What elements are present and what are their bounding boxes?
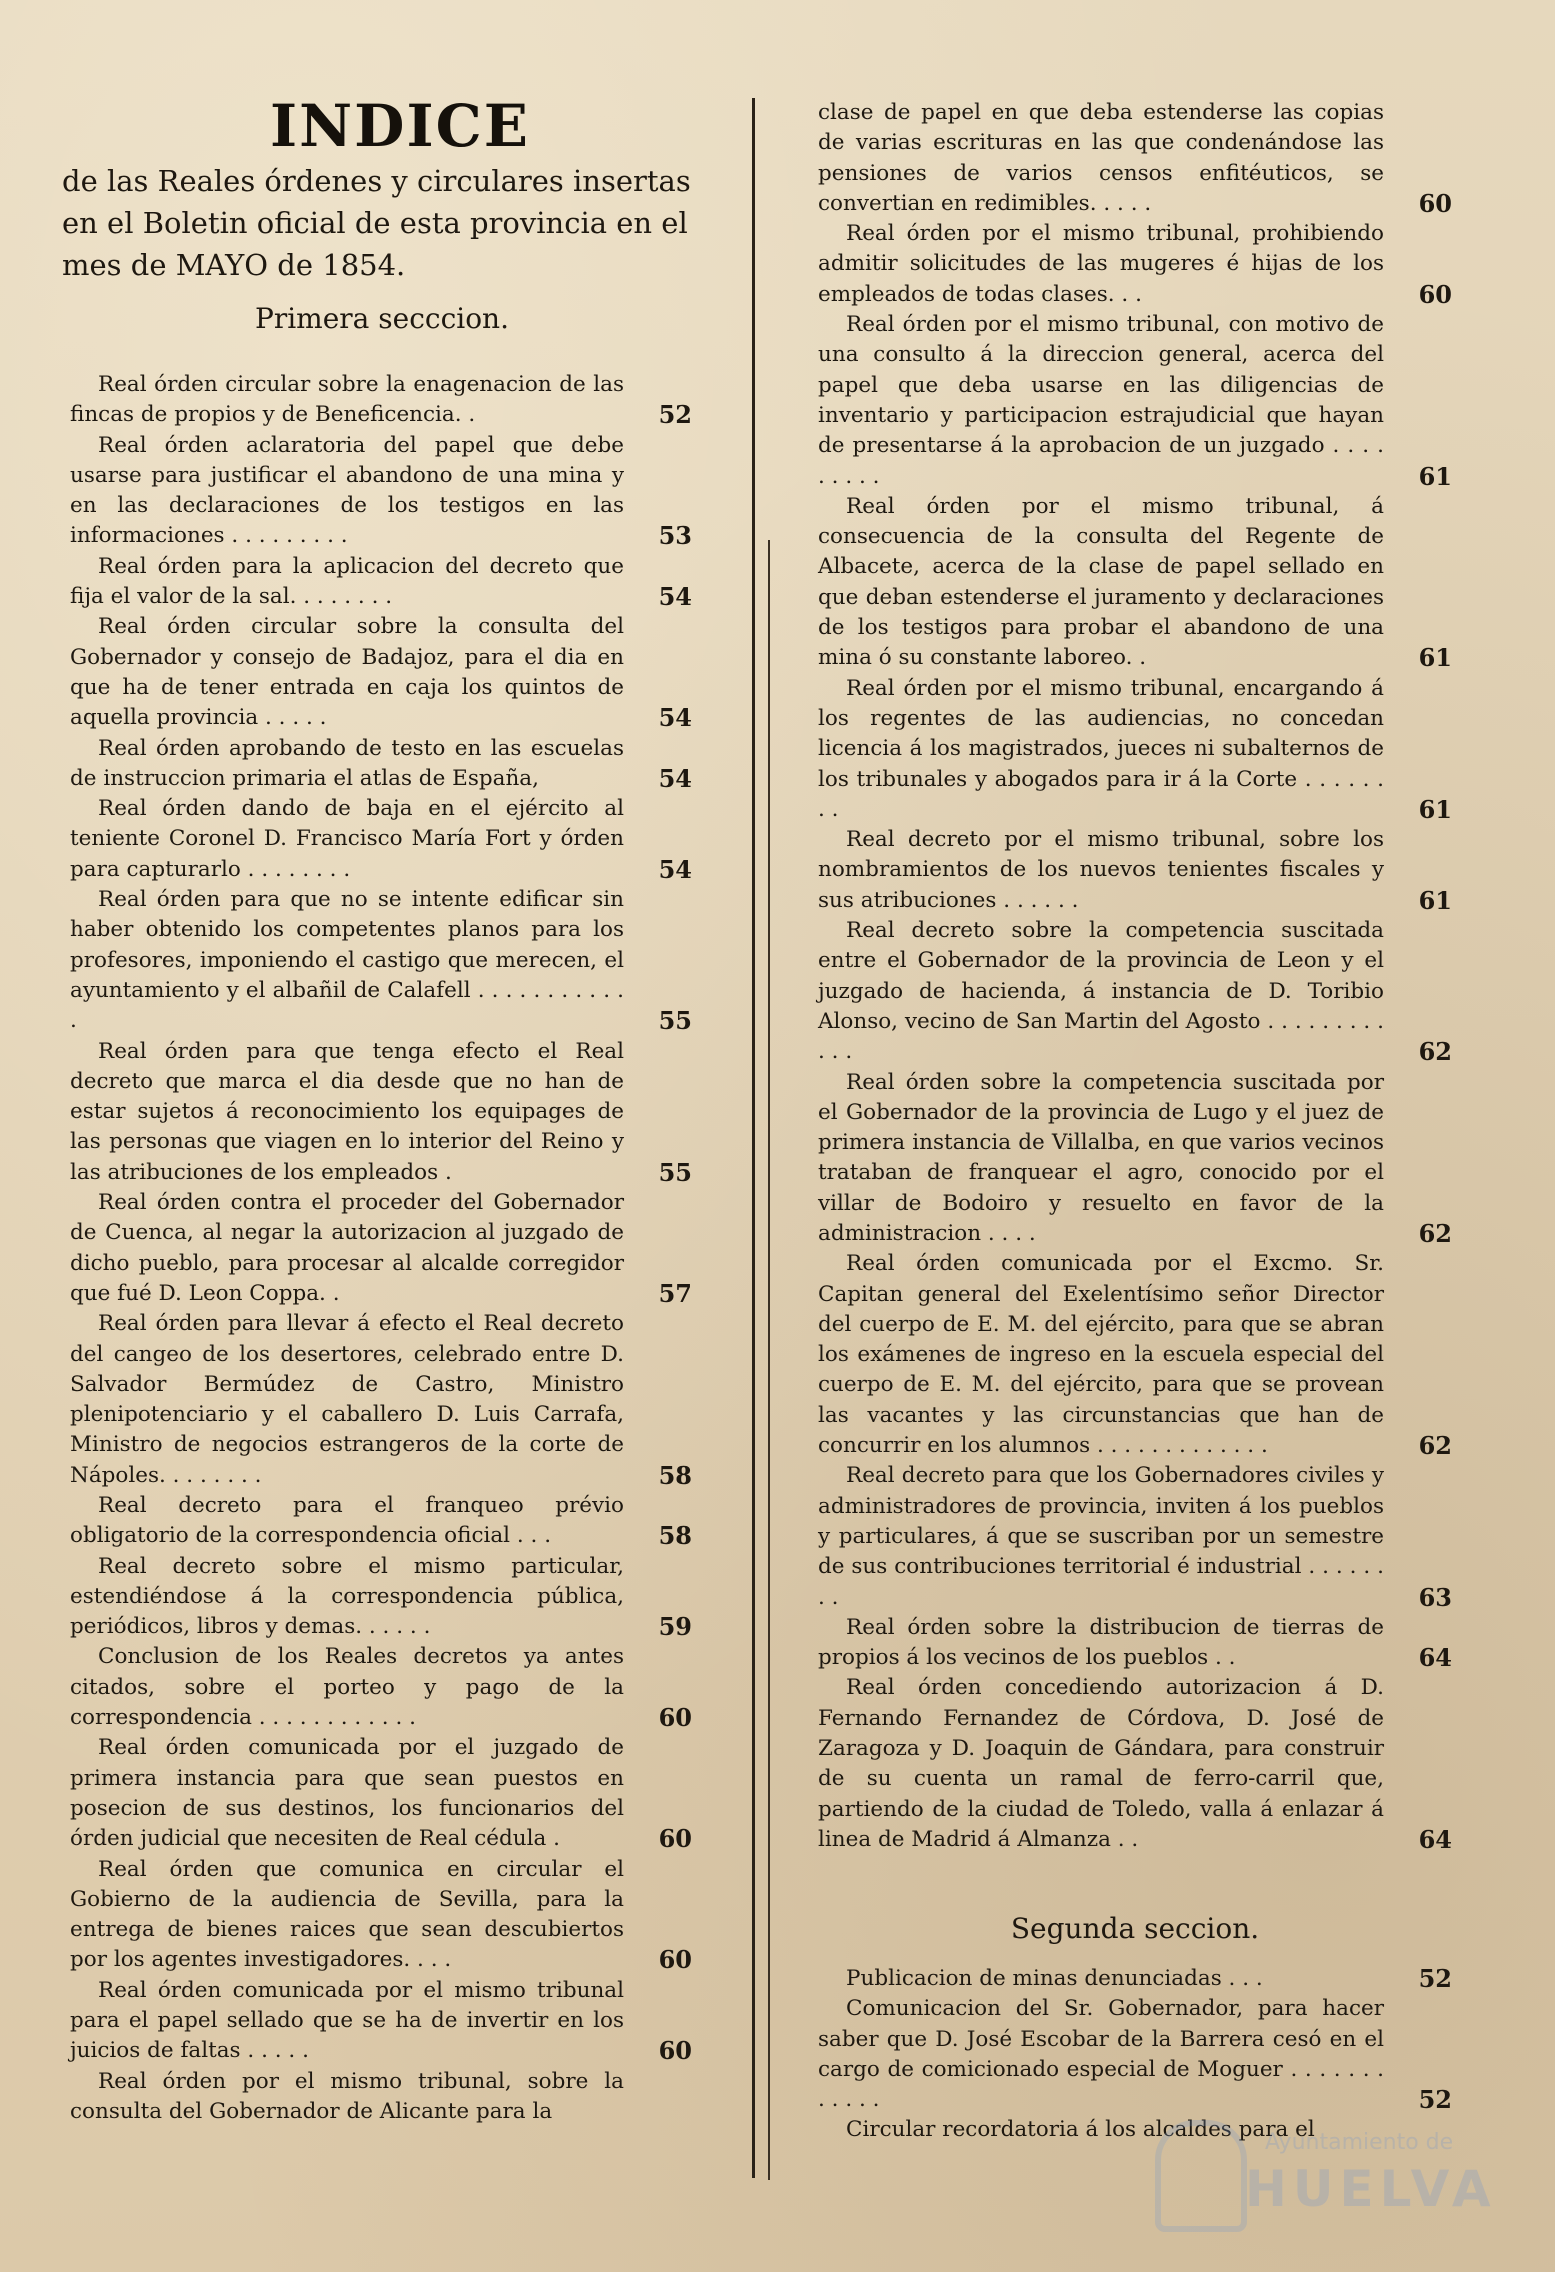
entry-page-number: 54	[658, 763, 692, 793]
entry-page-number: 59	[658, 1612, 692, 1642]
entry-text: Publicacion de minas denunciadas . . .	[846, 1966, 1263, 1991]
entry-page-number: 62	[1418, 1218, 1452, 1248]
entry-text: Real órden comunicada por el mismo tribunal para el papel sellado que se ha de invertir en los juicios de faltas . . . . .	[70, 1977, 624, 2064]
column-divider	[752, 98, 755, 2178]
entry-text: Real decreto sobre el mismo particular, estendiéndose á la correspondencia pública, periódicos, libros y demas. . . . . .	[70, 1553, 624, 1640]
left-column-entries	[70, 370, 692, 2127]
index-entry	[70, 1188, 692, 1309]
index-entry	[70, 794, 692, 885]
entry-page-number: 60	[1418, 279, 1452, 309]
index-entry	[818, 916, 1452, 1067]
index-entry	[70, 1037, 692, 1188]
entry-text: Real órden que comunica en circular el Gobierno de la audiencia de Sevilla, para la entrega de bienes raices que sean descubiertos por los agentes investigadores. . . .	[70, 1856, 624, 1973]
entry-text: Real órden aclaratoria del papel que debe usarse para justificar el abandono de una mina y en las declaraciones de los testigos en las informaciones . . . . . . . . .	[70, 432, 624, 549]
entry-page-number: 62	[1418, 1037, 1452, 1067]
index-title: INDICE	[270, 92, 530, 160]
entry-page-number: 55	[658, 1157, 692, 1187]
entry-text: Real órden contra el proceder del Gobernador de Cuenca, al negar la autorizacion al juzgado de dicho pueblo, para procesar al alcalde corregidor que fué D. Leon Coppa. .	[70, 1190, 624, 1306]
index-entry	[818, 825, 1452, 916]
entry-page-number: 61	[1418, 643, 1452, 673]
index-entry	[818, 1249, 1452, 1461]
entry-text: Real órden concediendo autorizacion á D. Fernando Fernandez de Córdova, D. José de Zaragoza y D. Joaquin de Gándara, para construir de su cuenta un ramal de ferro-carril que, partiendo de la ciudad de Toledo, valla á enlazar á linea de Madrid á Almanza . .	[818, 1675, 1384, 1852]
watermark-line2: HUELVA	[1245, 2160, 1497, 2218]
entry-text: Real órden por el mismo tribunal, prohibiendo admitir solicitudes de las mugeres é hijas de los empleados de todas clases. . .	[818, 221, 1384, 307]
entry-page-number: 54	[658, 854, 692, 884]
index-entry	[70, 431, 692, 552]
entry-page-number: 60	[658, 2036, 692, 2066]
index-entry	[818, 1673, 1452, 1855]
entry-text: Real órden dando de baja en el ejército al teniente Coronel D. Francisco María Fort y órden para capturarlo . . . . . . . .	[70, 796, 624, 882]
entry-text: Real órden sobre la distribucion de tierras de propios á los vecinos de los pueblos . .	[818, 1614, 1384, 1671]
index-entry	[818, 1994, 1452, 2115]
entry-text: Real órden sobre la competencia suscitada por el Gobernador de la provincia de Lugo y el juez de primera instancia de Villalba, en que varios vecinos trataban de franquear el agro, conocido por el villar de Bodoiro y resuelto en favor de la administracion . . . .	[818, 1069, 1384, 1246]
index-entry	[818, 1068, 1452, 1250]
index-entry	[818, 310, 1452, 492]
index-entry	[70, 885, 692, 1036]
entry-page-number: 60	[658, 1703, 692, 1733]
entry-text: Real órden circular sobre la enagenacion de las fincas de propios y de Beneficencia. .	[70, 372, 624, 428]
index-entry	[818, 1964, 1452, 1994]
entry-text: Real órden para que no se intente edificar sin haber obtenido los competentes planos para los profesores, imponiendo el castigo que merecen, el ayuntamiento y el albañil de Calafell . . . . . . . . . . . .	[70, 887, 624, 1034]
entry-text: Real decreto sobre la competencia suscitada entre el Gobernador de la provincia de Leon y el juzgado de hacienda, á instancia de D. Toribio Alonso, vecino de San Martin del Agosto . . . . . . . . . . . .	[818, 918, 1384, 1065]
entry-page-number: 58	[658, 1521, 692, 1551]
entry-text: Real órden para llevar á efecto el Real decreto del cangeo de los desertores, celebrado entre D. Salvador Bermúdez de Castro, Ministro plenipotenciario y el caballero D. Luis Carrafa, Ministro de negocios estrangeros de la corte de Nápoles. . . . . . . .	[70, 1311, 624, 1488]
entry-text: Real órden para la aplicacion del decreto que fija el valor de la sal. . . . . . . .	[70, 553, 624, 610]
entry-text: Real decreto para que los Gobernadores civiles y administradores de provincia, inviten á los pueblos y particulares, á que se suscriban por un semestre de sus contribuciones territorial é industrial . . . . . . . .	[818, 1463, 1384, 1610]
entry-page-number: 61	[1418, 461, 1452, 491]
entry-text: Real órden circular sobre la consulta del Gobernador y consejo de Badajoz, para el dia en que ha de tener entrada en caja los quintos de aquella provincia . . . . .	[70, 614, 624, 731]
index-entry	[70, 370, 692, 431]
index-entry	[818, 492, 1452, 674]
index-entry	[70, 612, 692, 733]
index-entry	[70, 1733, 692, 1854]
entry-page-number: 54	[658, 582, 692, 612]
index-entry	[70, 2067, 692, 2128]
entry-text: Real órden aprobando de testo en las escuelas de instruccion primaria el atlas de España,	[70, 735, 624, 791]
index-entry	[70, 1552, 692, 1643]
entry-page-number: 63	[1418, 1582, 1452, 1612]
section-heading-segunda: Segunda seccion.	[1010, 1912, 1260, 1945]
coat-of-arms-icon	[1155, 2120, 1247, 2232]
entry-page-number: 52	[658, 400, 692, 430]
index-subtitle: de las Reales órdenes y circulares insertas en el Boletin oficial de esta provincia en el mes de MAYO de 1854.	[62, 164, 691, 282]
entry-page-number: 64	[1418, 1643, 1452, 1673]
index-entry	[70, 734, 692, 795]
entry-text: Real órden por el mismo tribunal, encargando á los regentes de las audiencias, no concedan licencia á los magistrados, jueces ni subalternos de los tribunales y abogados para ir á la Corte . . . . . . . .	[818, 675, 1384, 822]
entry-page-number: 60	[1418, 188, 1452, 218]
entry-page-number: 58	[658, 1460, 692, 1490]
column-divider-secondary	[768, 540, 770, 2180]
index-entry	[70, 1491, 692, 1552]
index-entry	[818, 98, 1452, 219]
index-entry	[70, 1855, 692, 1976]
entry-page-number: 61	[1418, 794, 1452, 824]
right-column-entries	[818, 98, 1452, 1855]
entry-page-number: 62	[1418, 1431, 1452, 1461]
index-entry	[70, 552, 692, 613]
entry-text: Comunicacion del Sr. Gobernador, para hacer saber que D. José Escobar de la Barrera cesó en el cargo de comicionado especial de Moguer . . . . . . . . . . . .	[818, 1996, 1384, 2113]
entry-page-number: 53	[658, 521, 692, 551]
entry-text: Circular recordatoria á los alcaldes para el	[846, 2117, 1315, 2143]
entry-text: Real decreto para el franqueo prévio obligatorio de la correspondencia oficial . . .	[70, 1492, 624, 1549]
section-heading-primera: Primera secccion.	[254, 302, 509, 335]
archive-watermark	[1145, 2110, 1497, 2230]
entry-text: Real órden por el mismo tribunal, con motivo de una consulto á la direccion general, acerca del papel que deba usarse en las diligencias de inventario y participacion estrajudicial que hayan de presentarse á la aprobacion de un juzgado . . . . . . . . .	[818, 312, 1384, 489]
entry-page-number: 52	[1418, 1964, 1452, 1993]
index-entry	[818, 219, 1452, 310]
entry-page-number: 60	[658, 1945, 692, 1975]
entry-page-number: 61	[1418, 885, 1452, 915]
entry-text: Real órden para que tenga efecto el Real decreto que marca el dia desde que no han de estar sujetos á reconocimiento los equipages de las personas que viagen en lo interior del Reino y las atribuciones de los empleados .	[70, 1038, 624, 1185]
entry-page-number: 64	[1418, 1824, 1452, 1854]
watermark-line1: Ayuntamiento de	[1265, 2130, 1454, 2155]
index-entry	[818, 674, 1452, 825]
index-entry	[818, 1613, 1452, 1674]
entry-text: clase de papel en que deba estenderse las copias de varias escrituras en las que condenándose las pensiones de varios censos enfitéuticos, se convertian en redimibles. . . . .	[818, 100, 1384, 216]
entry-text: Real órden comunicada por el juzgado de primera instancia para que sean puestos en posecion de sus destinos, los funcionarios del órden judicial que necesiten de Real cédula .	[70, 1735, 624, 1852]
entry-text: Real órden por el mismo tribunal, á consecuencia de la consulta del Regente de Albacete, acerca de la clase de papel sellado en que deban estenderse el juramento y declaraciones de los testigos para probar el abandono de una mina ó su constante laboreo. .	[818, 493, 1384, 671]
entry-page-number: 57	[658, 1278, 692, 1308]
index-entry	[70, 1642, 692, 1733]
entry-text: Real decreto por el mismo tribunal, sobre los nombramientos de los nuevos tenientes fiscales y sus atribuciones . . . . . .	[818, 827, 1384, 913]
entry-page-number: 54	[658, 703, 692, 733]
entry-page-number: 55	[658, 1006, 692, 1036]
entry-page-number: 60	[658, 1824, 692, 1854]
entry-text: Real órden comunicada por el Excmo. Sr. Capitan general del Exelentísimo señor Director del cuerpo de E. M. del ejército, para que se abran los exámenes de ingreso en la escuela especial del cuerpo de E. M. del ejército, para que se provean las vacantes y las circunstancias que han de concurrir en los alumnos . . . . . . . . . . . . .	[818, 1251, 1384, 1459]
entry-text: Real órden por el mismo tribunal, sobre la consulta del Gobernador de Alicante para la	[70, 2068, 624, 2124]
index-entry	[70, 1976, 692, 2067]
entry-page-number: 52	[1418, 2085, 1452, 2115]
entry-text: Conclusion de los Reales decretos ya antes citados, sobre el porteo y pago de la correspondencia . . . . . . . . . . . .	[70, 1644, 624, 1731]
index-entry	[70, 1309, 692, 1491]
index-entry	[818, 1461, 1452, 1612]
